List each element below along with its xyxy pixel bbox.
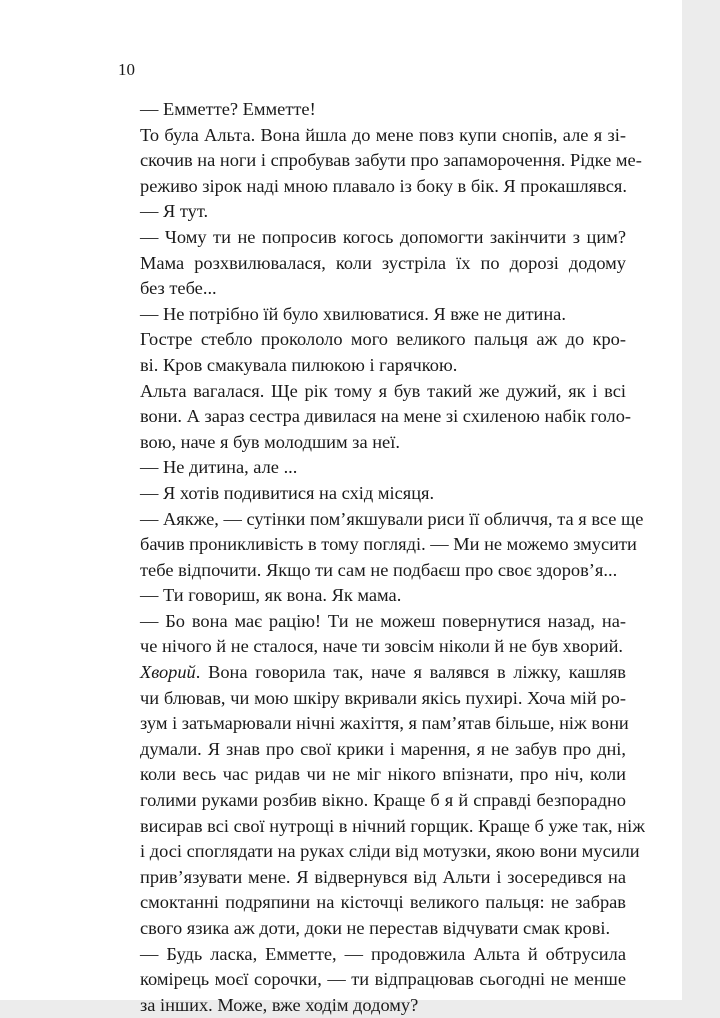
paragraph [118, 379, 632, 456]
text-line: — Будь ласка, Емметте, — продовжила Альта й обтрусила [140, 943, 626, 964]
text-line: — Емметте? Емметте! [140, 99, 316, 119]
text-line [118, 660, 626, 686]
text-line: То була Альта. Вона йшла до мене повз купи снопів, але я зі- [140, 124, 626, 145]
text-line: реживо зірок наді мною плавало із боку в бік. Я прокашлявся. [140, 175, 627, 196]
text-line: — Я тут. [140, 201, 209, 222]
text-line: без тебе... [140, 278, 217, 299]
text-line: вою, наче я був молодшим за неї. [140, 431, 400, 452]
paragraph [118, 609, 626, 660]
text-line: скочив на ноги і спробував забути про запаморочення. Рідке ме- [140, 150, 642, 171]
body-text [118, 97, 645, 1018]
text-line: смоктанні подряпини на кісточці великого пальця: не забрав [140, 892, 626, 913]
paragraph [118, 660, 645, 942]
text-line: Мама розхвилювалася, коли зустріла їх по дорозі додому [140, 252, 626, 273]
text-line-rest: . Вона говорила так, наче я валявся в ліжку, кашляв [195, 662, 626, 683]
paragraph [118, 455, 626, 481]
text-line: Альта вагалася. Ще рік тому я був такий же дужий, як і всі [140, 380, 626, 401]
paragraph [118, 123, 642, 200]
text-line: за інших. Може, вже ходім додому? [140, 994, 419, 1015]
text-line: — Ти говориш, як вона. Як мама. [140, 585, 402, 606]
paragraph [118, 97, 626, 123]
text-line: думали. Я знав про свої крики і марення, я не забув про дні, [140, 738, 626, 759]
text-line: коли весь час ридав чи не міг нікого впізнати, про ніч, коли [140, 764, 626, 785]
paragraph [118, 507, 644, 584]
text-line: прив’язувати мене. Я відвернувся від Альти і зосередився на [140, 866, 626, 887]
paragraph [118, 225, 626, 302]
text-line: — Не дитина, але ... [140, 457, 298, 478]
text-line: голими руками розбив вікно. Краще б я й справді безпорадно [140, 790, 626, 811]
text-line: комірець моєї сорочки, — ти відпрацював сьогодні не менше [140, 969, 626, 990]
text-line: че нічого й не сталося, наче ти зовсім ніколи й не був хворий. [140, 636, 624, 657]
page-number: 10 [118, 60, 135, 79]
paragraph [118, 327, 626, 378]
text-line: висирав всі свої нутрощі в нічний горщик. Краще б уже так, ніж [140, 815, 645, 836]
text-line: свого язика аж доти, доки не перестав відчувати смак крові. [140, 918, 611, 938]
italic-word: Хворий [140, 662, 196, 683]
text-line: — Я хотів подивитися на схід місяця. [140, 482, 435, 503]
text-line: тебе відпочити. Якщо ти сам не подбаєш про своє здоров’я... [140, 559, 618, 580]
text-line: — Аякже, — сутінки пом’якшували риси її обличчя, та я все ще [140, 508, 644, 529]
text-line: і досі споглядати на руках сліди від мотузки, якою вони мусили [140, 841, 640, 862]
text-line: бачив проникливість в тому погляді. — Ми не можемо змусити [140, 534, 637, 555]
paragraph [118, 302, 626, 328]
text-line: чи блював, чи мою шкіру вкривали якісь пухирі. Хоча мій ро- [140, 687, 626, 708]
text-line: вони. А зараз сестра дивилася на мене зі схиленою набік голо- [140, 406, 632, 427]
paragraph [118, 199, 626, 225]
text-line: — Чому ти не попросив когось допомогти закінчити з цим? [140, 226, 626, 247]
text-line: зум і затьмарювали нічні жахіття, я пам’ятав більше, ніж вони [140, 713, 629, 734]
paragraph [118, 481, 626, 507]
text-line: — Не потрібно їй було хвилюватися. Я вже не дитина. [140, 303, 566, 324]
text-line: — Бо вона має рацію! Ти не можеш повернутися назад, на- [140, 610, 626, 631]
paragraph [118, 942, 626, 1018]
paragraph [118, 583, 626, 609]
text-line: Гостре стебло прокололо мого великого пальця аж до кро- [140, 329, 626, 350]
text-line: ві. Кров смакувала пилюкою і гарячкою. [140, 354, 458, 375]
